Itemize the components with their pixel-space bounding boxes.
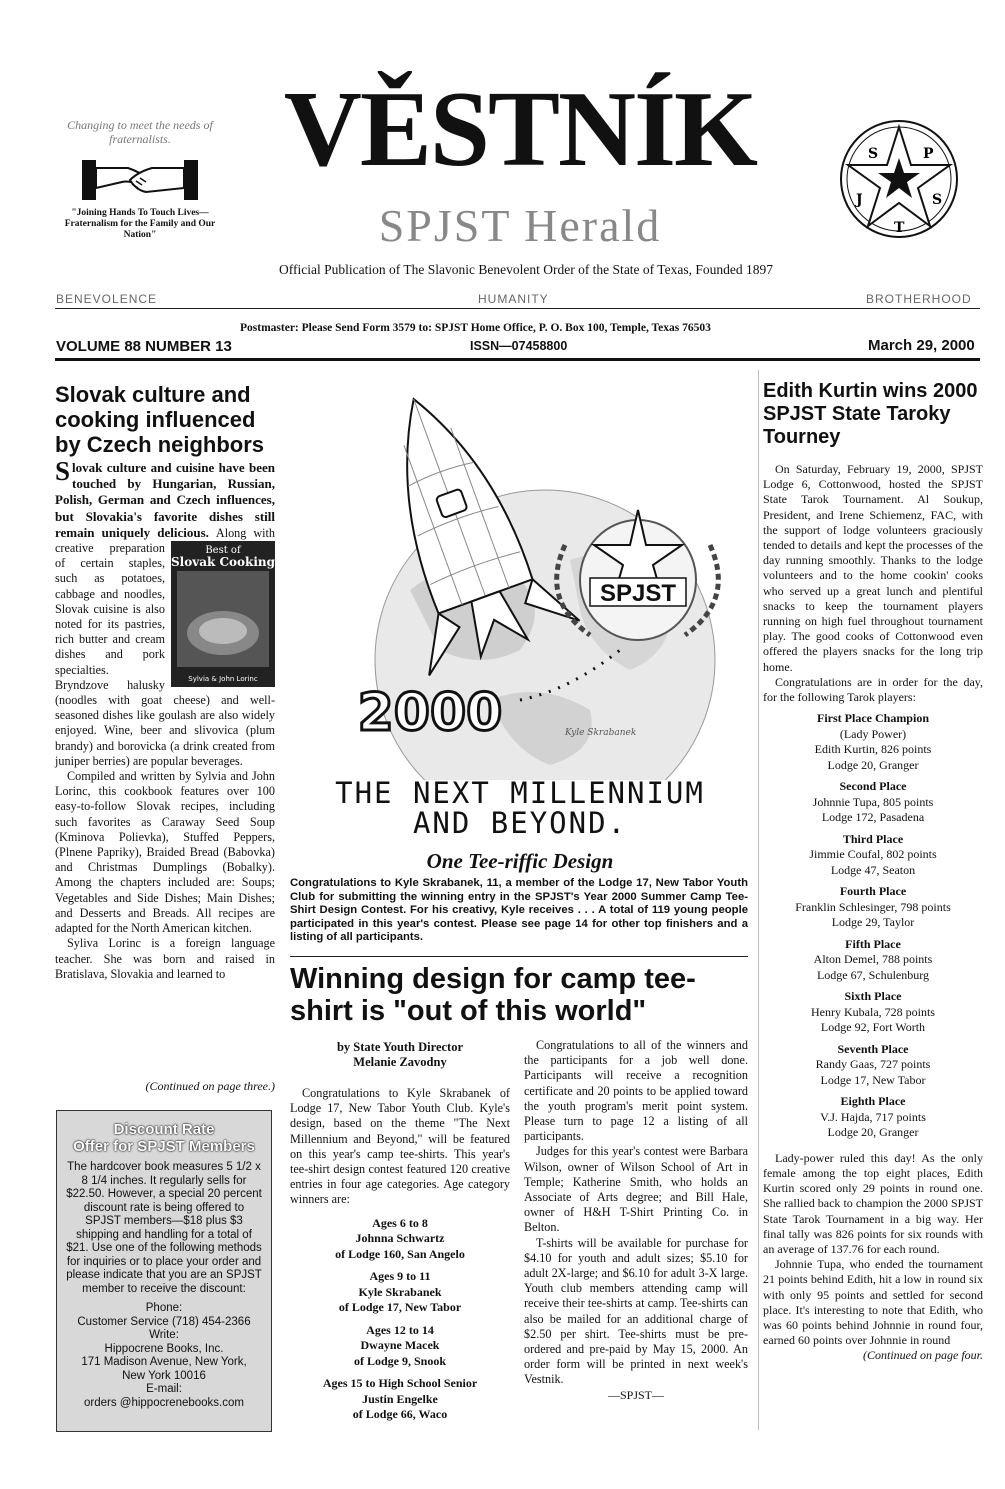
discount-contact — [61, 1302, 267, 1410]
place-line: Johnnie Tupa, 805 points — [812, 794, 934, 809]
book-authors: Sylvia & John Lorinc — [188, 675, 258, 684]
article-end-mark: —SPJST— — [607, 1387, 665, 1402]
discount-title-line: Discount Rate — [113, 1121, 215, 1138]
place-title: Third Place — [842, 831, 904, 846]
slovak-headline: Slovak culture and cooking influenced by Czech neighbors — [55, 382, 265, 457]
continued-note: (Continued on page three.) — [145, 1079, 275, 1093]
article-paragraph: Congratulations to Kyle Skrabanek of Lodge 17, New Tabor Youth Club. Kyle's design, based on the theme "The Next Millennium and Beyond," will be featured on this year's camp tee-shirts. This year's tee-shirt design contest featured 120 creative entries in four age categories. Age category winners are: — [290, 1086, 510, 1207]
design-theme — [290, 778, 750, 838]
place-line: Lodge 17, New Tabor — [820, 1072, 926, 1087]
slovak-paragraph: Compiled and written by Sylvia and John Lorinc, this cookbook features over 100 easy-to-follow Slovak recipes, including such favorites as Caraway Seed Soup (Kminova Polievka), Stuffed Peppers, (Plnene Papriky), Braided Bread (Babovka) and Christmas Dumplings (Bobalky). Among the chapters included are: Soups; Vegetables and Side Dishes; Main Dishes; and Desserts and Breads. All recipes are adapted for the North American kitchen. — [55, 769, 275, 936]
slovak-paragraph: Syliva Lorinc is a foreign language teacher. She was born and raised in Bratislava, Slovakia and learned to — [55, 936, 275, 981]
slovak-article — [55, 456, 276, 982]
place-line: Lodge 67, Schulenburg — [816, 967, 930, 982]
official-line: Official Publication of The Slavonic Benevolent Order of the State of Texas, Founded 1897 — [279, 262, 773, 277]
seal-letter: P — [923, 146, 934, 162]
address-line: 171 Madison Avenue, New York, — [81, 1356, 247, 1368]
place-line: Lodge 92, Fort Worth — [820, 1020, 926, 1035]
phone-number: Customer Service (718) 454-2366 — [77, 1315, 251, 1328]
design-subhead: One Tee-riffic Design — [426, 849, 614, 873]
seal-letter: S — [932, 192, 943, 208]
seal-letter: S — [868, 146, 879, 162]
byline-title: by State Youth Director — [336, 1040, 464, 1054]
divider — [55, 308, 980, 309]
place-line: Randy Gaas, 727 points — [815, 1057, 931, 1072]
place-line: Henry Kubala, 728 points — [811, 1004, 935, 1019]
place-title: Fourth Place — [839, 884, 907, 899]
spjst-seal-icon — [838, 118, 960, 240]
byline-author: Melanie Zavodny — [353, 1055, 447, 1069]
edith-article — [763, 462, 983, 1364]
place-title: Fifth Place — [845, 936, 901, 951]
place-line: Lodge 172, Pasadena — [821, 810, 925, 825]
continued-note: (Continued on page four. — [863, 1348, 983, 1363]
winner-lodge: of Lodge 160, San Angelo — [335, 1246, 465, 1261]
article-paragraph: Judges for this year's contest were Barbara Wilson, owner of Wilson School of Art in Temple; Katherine Smith, who holds an Associate of Arts degree; and Bill Hale, owner of H&H T-Shirt Printing Co. in Belton. — [524, 1144, 748, 1235]
artist-signature: Kyle Skrabanek — [565, 728, 637, 738]
place-line: (Lady Power) — [839, 726, 907, 741]
millennium-design-graphic — [290, 370, 740, 780]
dropcap: S — [55, 456, 71, 486]
address-line: Hippocrene Books, Inc. — [104, 1342, 224, 1355]
book-title: Best of — [205, 545, 241, 557]
year-text: 2000 — [357, 683, 503, 743]
winner-age: Ages 6 to 8 — [372, 1215, 428, 1230]
column-divider — [758, 370, 759, 1430]
divider — [290, 956, 748, 957]
byline — [290, 1040, 510, 1070]
winner-lodge: of Lodge 17, New Tabor — [338, 1300, 462, 1315]
winner-name: Johnna Schwartz — [355, 1231, 445, 1246]
theme-line: THE NEXT MILLENNIUM — [335, 776, 705, 810]
email-label: E-mail: — [146, 1383, 182, 1395]
volume-number: VOLUME 88 NUMBER 13 — [56, 338, 232, 355]
discount-box — [56, 1110, 272, 1432]
place-line: Jimmie Coufal, 802 points — [809, 847, 937, 862]
book-title: Slovak Cooking — [171, 555, 275, 570]
discount-title-line: Offer for SPJST Members — [73, 1138, 255, 1155]
winner-age: Ages 15 to High School Senior — [322, 1376, 478, 1391]
winner-age: Ages 9 to 11 — [369, 1269, 431, 1284]
winner-name: Justin Engelke — [362, 1391, 438, 1406]
write-label: Write: — [149, 1329, 179, 1341]
seal-letter: J — [856, 192, 863, 208]
newspaper-title: VĚSTNÍK — [283, 70, 757, 189]
place-line: Lodge 20, Granger — [827, 1125, 919, 1140]
edith-article-continued — [763, 1151, 983, 1364]
article-paragraph: Lady-power ruled this day! As the only female among the top eight places, Edith Kurtin scored only 29 points in round one. She rallied back to champion the 2000 SPJST State Tarok Tournament in a big way. Her final tally was 826 points for six rounds with an average of 137.76 for each round. — [763, 1150, 983, 1256]
winner-name: Dwayne Macek — [360, 1338, 440, 1353]
article-paragraph: On Saturday, February 19, 2000, SPJST Lodge 6, Cottonwood, hosted the SPJST State Tarok Tournament. Al Soukup, President, and Irene Schiemenz, FAC, with the support of lodge volunteers graciously tended to details and kept the processes of the day running smoothly. Thanks to the lodge volunteers and to the home cookin' cooks who served up a great lunch and plentiful snacks to keep the tournament players running on high fuel throughout tournament play. The good cooks of Cottonwood even offered the players snacks for the long trip home. — [763, 462, 983, 674]
winner-lodge: of Lodge 66, Waco — [352, 1407, 448, 1422]
discount-text: The hardcover book measures 5 1/2 x 8 1/4 inches. It regularly sells for $22.50. However, a special 20 percent discount rate is being offered to SPJST members—$18 plus $3 shipping and handling for a total of $21. Use one of the following methods for inquiries or to place your order and please indicate that you are an SPJST member to receive the discount: — [66, 1161, 262, 1295]
phone-label: Phone: — [145, 1302, 183, 1314]
place-line: Lodge 47, Seaton — [830, 862, 916, 877]
seal-letter: T — [894, 220, 905, 236]
edith-headline: Edith Kurtin wins 2000 SPJST State Taroky Tourney — [763, 380, 978, 448]
place-title: Second Place — [839, 779, 907, 794]
divider — [55, 358, 980, 361]
slovak-paragraph: Along with creative preparation of certain staples, such as potatoes, cabbage and noodles, Slovak cuisine is also noted for its pastries, rich butter and cream dishes and pork specialties. Bryndzove halusky (noodles with goat cheese) and well-seasoned dishes like goulash are also widely enjoyed. Wine, beer and slivovica (plum brandy) and borovicka (a drink created from juniper berries) are popular beverages. — [55, 525, 276, 768]
winning-article-col1 — [290, 1086, 510, 1423]
article-paragraph: Congratulations are in order for the day, for the following Tarok players: — [763, 674, 983, 705]
place-title: Sixth Place — [844, 989, 902, 1004]
value-benevolence: BENEVOLENCE — [56, 292, 158, 306]
article-paragraph: Johnnie Tupa, who ended the tournament 21 points behind Edith, hit a low in round six with only 95 points and settled for second place. It's interesting to note that Edith, who was 60 points behind Johnnie in round four, earned 60 points over Johnnie in round — [763, 1257, 983, 1348]
slovak-lead: lovak culture and cuisine have been touched by Hungarian, Russian, Polish, German and Czech influences, but Slovakia's favorite dishes still remain uniquely delicious. — [55, 460, 275, 540]
motto: "Joining Hands To Touch Lives—Fraternalism for the Family and Our Nation" — [64, 208, 216, 240]
handshake-icon — [80, 154, 200, 204]
place-line: V.J. Hajda, 717 points — [820, 1109, 926, 1124]
place-line: Alton Demel, 788 points — [813, 952, 933, 967]
winner-name: Kyle Skrabanek — [358, 1284, 442, 1299]
postmaster-line: Postmaster: Please Send Form 3579 to: SPJST Home Office, P. O. Box 100, Temple, Texas 76503 — [240, 322, 711, 334]
design-caption: Congratulations to Kyle Skrabanek, 11, a member of the Lodge 17, New Tabor Youth Club for submitting the winning entry in the SPJST's Year 2000 Summer Camp Tee-Shirt Design Contest. For his creativy, Kyle receives . . . A total of 119 young people participated in this year's contest. Please see page 14 for other top finishers and a listing of all participants. — [290, 877, 748, 944]
issn: ISSN—07458800 — [470, 339, 568, 353]
winning-headline: Winning design for camp tee-shirt is "out of this world" — [290, 963, 696, 1027]
place-title: Seventh Place — [837, 1041, 909, 1056]
article-paragraph: Congratulations to all of the winners and the participants for a job well done. Participants will receive a recognition certificate and 20 points to be applied toward the youth program's merit point system. Please turn to page 12 a listing of all participants. — [524, 1038, 748, 1144]
theme-line: AND BEYOND. — [412, 806, 628, 840]
place-line: Lodge 20, Granger — [827, 757, 919, 772]
winning-article-col2 — [524, 1038, 748, 1403]
slogan: Changing to meet the needs of fraternalists. — [67, 118, 213, 146]
issue-date: March 29, 2000 — [868, 337, 975, 354]
place-title: Eighth Place — [840, 1094, 906, 1109]
winner-lodge: of Lodge 9, Snook — [353, 1353, 447, 1368]
place-line: Edith Kurtin, 826 points — [814, 742, 932, 757]
slogan-box — [55, 118, 225, 241]
cookbook-cover-image — [171, 541, 275, 687]
address-line: New York 10016 — [122, 1369, 206, 1382]
place-title: First Place Champion — [817, 711, 929, 726]
tournament-results — [763, 711, 983, 1141]
newspaper-subtitle: SPJST Herald — [378, 200, 662, 251]
discount-title — [57, 1121, 271, 1155]
value-humanity: HUMANITY — [478, 292, 549, 306]
winners-list — [290, 1216, 510, 1423]
value-brotherhood: BROTHERHOOD — [866, 292, 972, 306]
place-line: Franklin Schlesinger, 798 points — [795, 899, 951, 914]
winner-age: Ages 12 to 14 — [366, 1322, 434, 1337]
badge-text: SPJST — [599, 580, 677, 607]
email-address: orders @hippocrenebooks.com — [84, 1396, 244, 1409]
article-paragraph: T-shirts will be available for purchase for $4.10 for youth and adult sizes; $5.10 for adult 2X-large; and $6.10 for adult 3-X large. Youth club members attending camp will receive their tee-shirts at camp. Tee-shirts can also be mailed for an additional charge of $2.50 per shirt. Tee-shirts must be pre-ordered and pre-paid by May 15, 2000. An order form will be printed in next week's Vestnik. — [524, 1235, 748, 1387]
place-line: Lodge 29, Taylor — [831, 915, 915, 930]
